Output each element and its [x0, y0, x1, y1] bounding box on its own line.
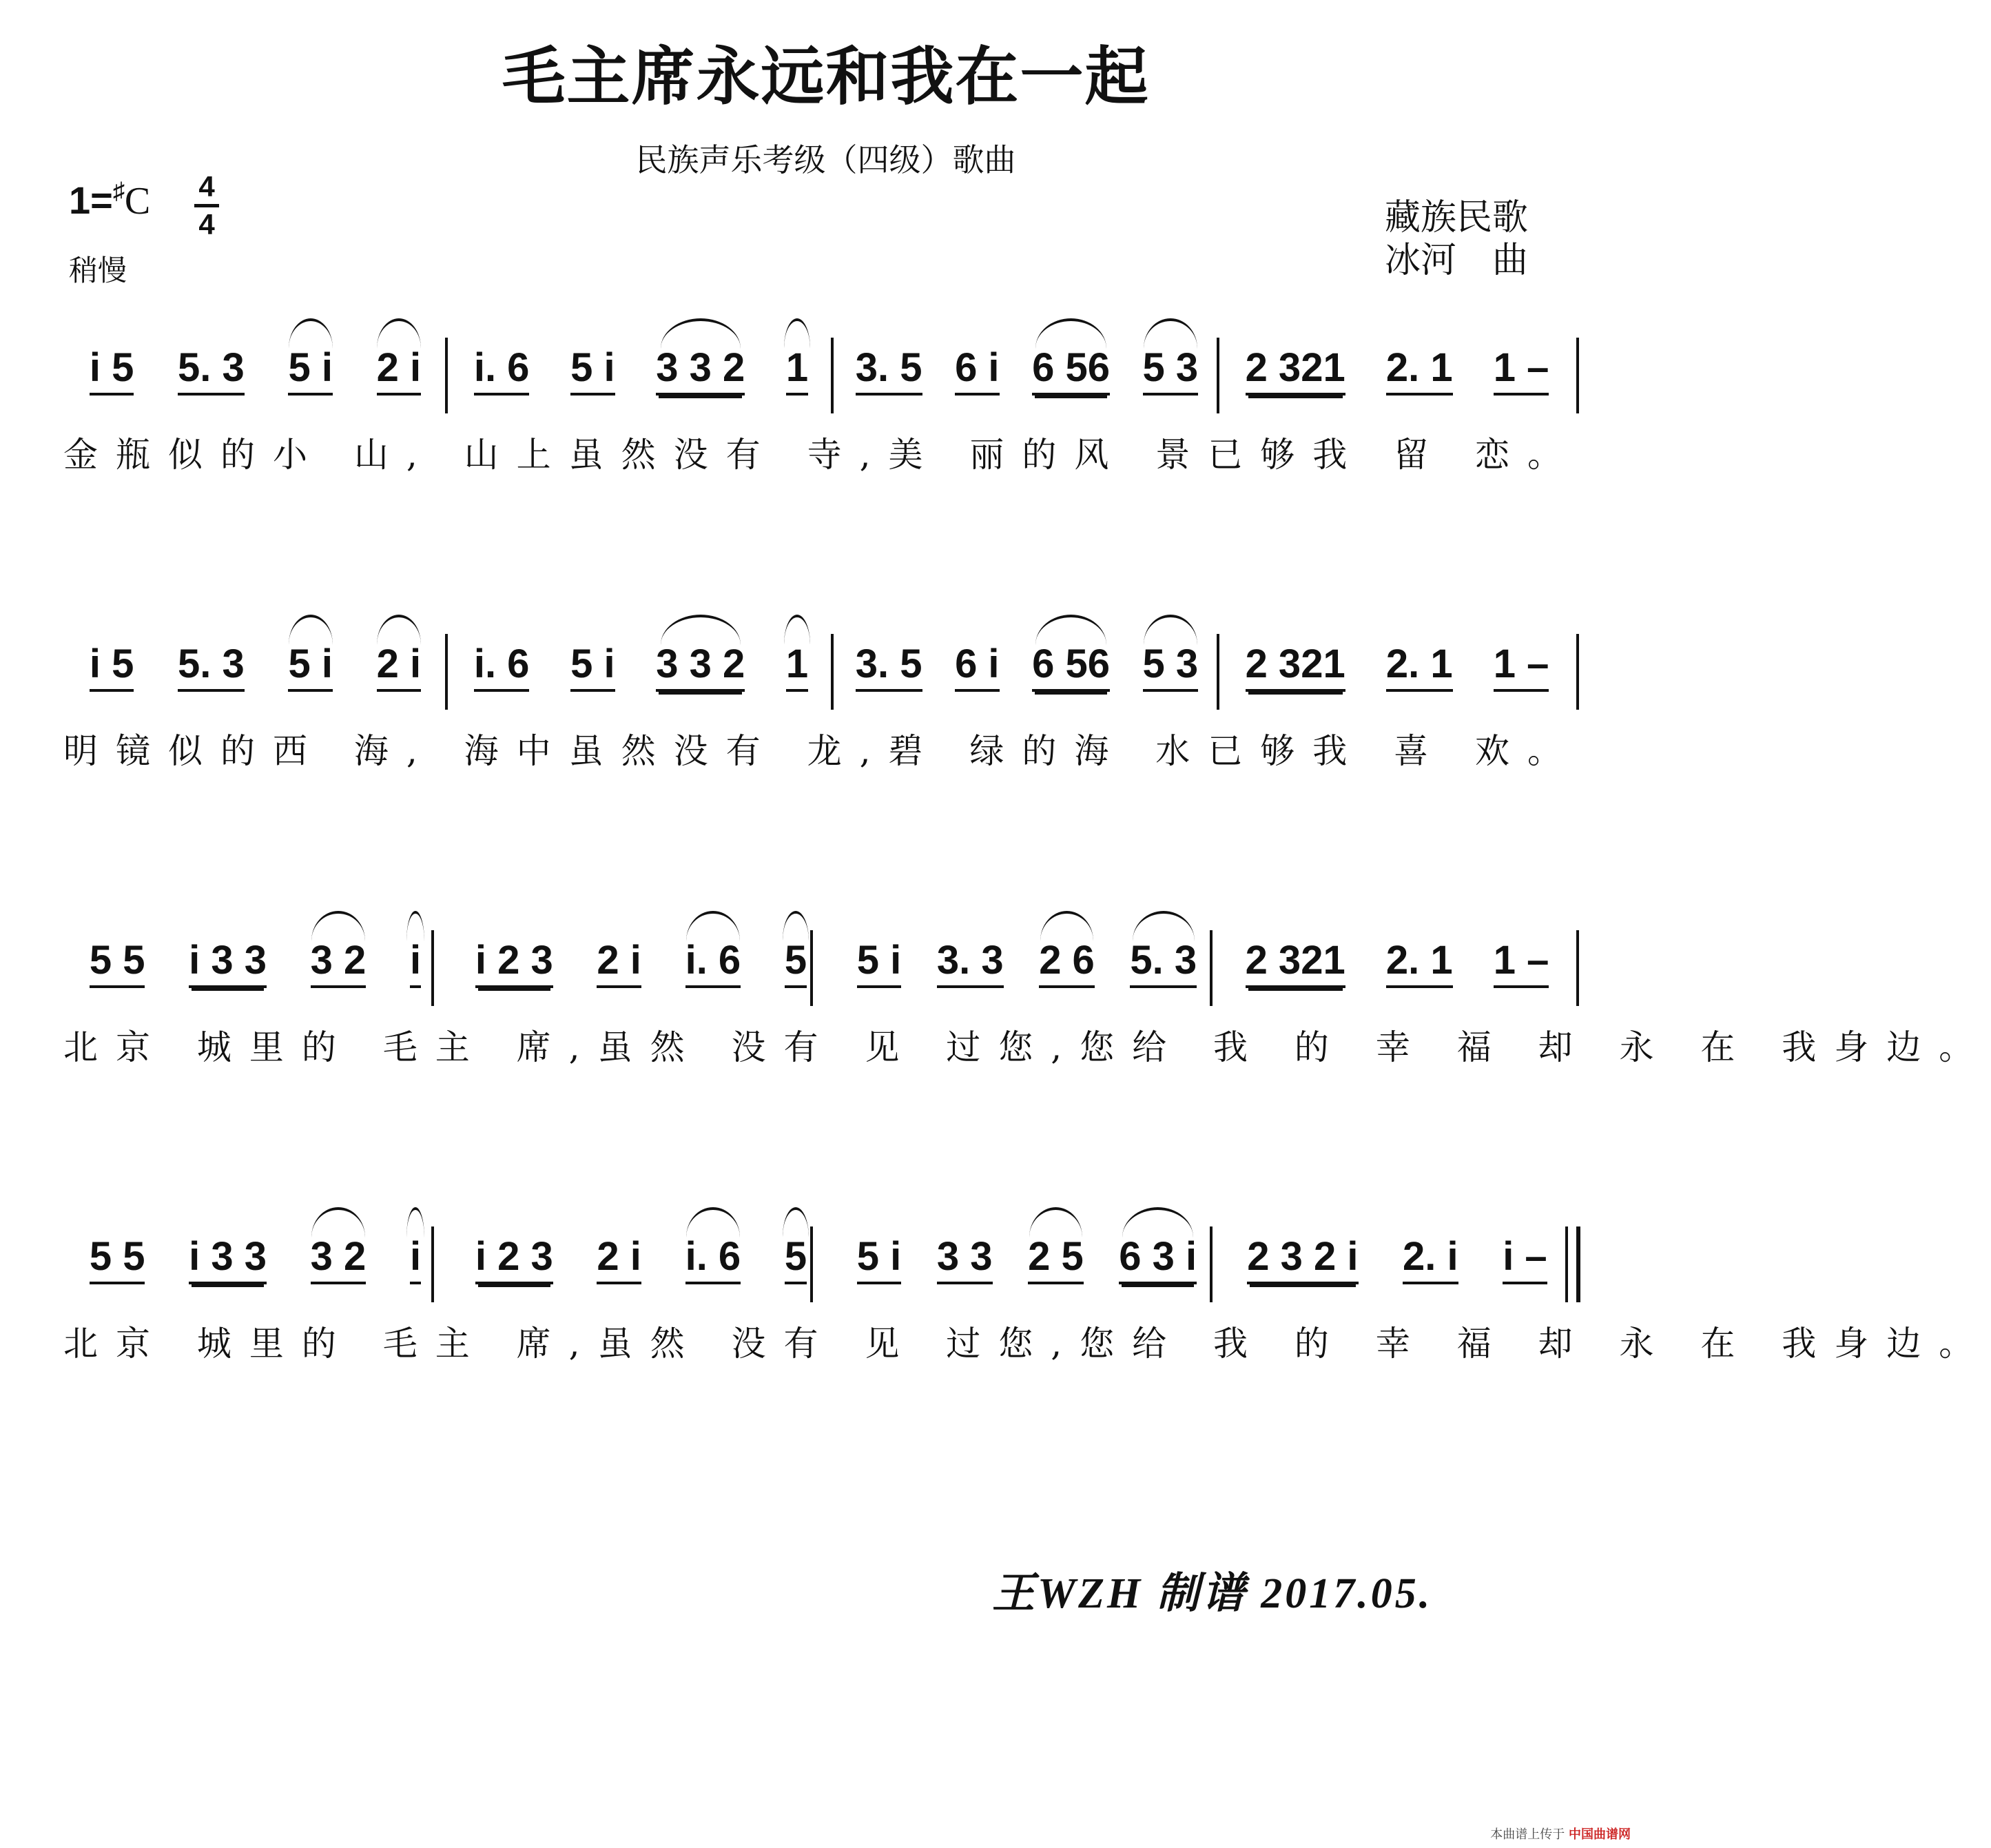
note-text: 5 3 [1143, 345, 1199, 396]
measure [839, 641, 1215, 723]
note-text: 6 56 [1032, 641, 1110, 692]
note-group [650, 641, 750, 687]
note-group [565, 345, 621, 391]
note-group [305, 937, 372, 983]
lyrics-line: 北京 城里的 毛主 席,虽然 没有 见 过您,您给 我 的 幸 福 却 永 在 我身边。 [63, 1027, 1991, 1067]
note-group [470, 1233, 559, 1280]
note-text: 2. 1 [1386, 938, 1453, 988]
note-text: i 5 [90, 641, 134, 692]
note-group [183, 1233, 272, 1280]
note-text: i. 6 [474, 641, 530, 692]
final-barline [1576, 1226, 1580, 1302]
note-text: 3 3 [937, 1234, 993, 1284]
slur-mark [377, 318, 421, 349]
note-text: 5 5 [90, 1234, 145, 1284]
note-text: 5. 3 [178, 345, 245, 396]
measure [453, 937, 829, 1020]
note-group [468, 345, 535, 391]
note-group [1488, 345, 1555, 391]
note-text: 2 321 [1246, 641, 1345, 692]
slur-mark [686, 1207, 739, 1238]
note-text: 5 i [570, 641, 615, 692]
note-text: 2 3 2 i [1247, 1234, 1358, 1284]
barline [1576, 930, 1579, 1006]
note-text: 5. 3 [178, 641, 245, 692]
lyrics-line: 金瓶似的小 山, 山上虽然没有 寺,美 丽的风 景已够我 留 恋。 [63, 435, 1580, 475]
note-group [1240, 345, 1351, 391]
measure [839, 1233, 1215, 1316]
barline [831, 338, 834, 413]
note-group [850, 345, 928, 391]
note-text: 5 i [570, 345, 615, 396]
note-group [779, 937, 812, 983]
slur-mark [661, 615, 741, 645]
note-text: 3. 5 [856, 345, 922, 396]
barline [831, 634, 834, 710]
note-text: i. 6 [474, 345, 530, 396]
note-text: i. 6 [685, 938, 741, 988]
note-text: 6 3 i [1119, 1234, 1197, 1284]
note-text: i – [1503, 1234, 1547, 1284]
time-signature [194, 171, 219, 240]
note-text: i 5 [90, 345, 134, 396]
measure [839, 345, 1215, 427]
note-text: 5 [785, 938, 807, 988]
measure [453, 345, 829, 427]
barline [1576, 338, 1579, 413]
slur-mark [784, 318, 811, 349]
note-text: 3 2 [311, 938, 367, 988]
note-text: 5. 3 [1130, 938, 1197, 988]
note-group [565, 641, 621, 687]
note-group [779, 1233, 812, 1280]
note-text: i [410, 1234, 421, 1284]
note-group [1124, 937, 1202, 983]
key-signature [69, 178, 150, 223]
barline [445, 634, 448, 710]
tempo-marking: 稍慢 [69, 254, 127, 287]
note-text: 3 3 2 [656, 641, 745, 692]
barline [1217, 634, 1219, 710]
transcriber-signature: 王WZH 制谱 2017.05. [992, 1570, 1433, 1617]
note-text: 5 i [288, 345, 333, 396]
note-group [1497, 1233, 1553, 1280]
note-group [949, 641, 1005, 687]
note-text: i. 6 [685, 1234, 741, 1284]
meter-bottom: 4 [198, 208, 215, 240]
key-note: C [124, 180, 151, 223]
note-group [470, 937, 559, 983]
note-text: 5 3 [1143, 641, 1199, 692]
barline [431, 930, 434, 1006]
note-group [1137, 641, 1204, 687]
note-group [84, 345, 140, 391]
note-group [1033, 937, 1100, 983]
staff-system [0, 937, 1991, 1102]
barline [810, 930, 813, 1006]
note-group [404, 937, 426, 983]
slur-mark [1122, 1207, 1193, 1238]
slur-mark [406, 911, 424, 941]
slur-mark [289, 615, 333, 645]
note-group [850, 641, 928, 687]
barline [1217, 338, 1219, 413]
slur-mark [783, 1207, 809, 1238]
note-text: i 2 3 [475, 938, 553, 988]
note-group [1381, 641, 1458, 687]
note-group [1027, 641, 1115, 687]
slur-mark [311, 911, 364, 941]
note-group [172, 641, 250, 687]
note-text: 2 i [597, 938, 641, 988]
staff-system [0, 1233, 1991, 1399]
note-group [371, 641, 427, 687]
note-text: 1 [786, 345, 808, 396]
note-text: i 2 3 [475, 1234, 553, 1284]
note-group [680, 937, 747, 983]
note-text: 2 321 [1246, 938, 1345, 988]
staff-system [0, 345, 1651, 510]
slur-mark [686, 911, 739, 941]
credit-composer: 冰河 曲 [1385, 240, 1529, 281]
slur-mark [1144, 615, 1197, 645]
note-text: 6 i [955, 345, 1000, 396]
note-text: 2. 1 [1386, 641, 1453, 692]
note-group [1022, 1233, 1089, 1280]
note-text: 2. i [1403, 1234, 1458, 1284]
site-watermark [1490, 1825, 1631, 1842]
note-group [931, 1233, 998, 1280]
slur-mark [1144, 318, 1197, 349]
song-subtitle: 民族声乐考级（四级）歌曲 [635, 141, 1016, 178]
barline [1576, 634, 1579, 710]
note-group [404, 1233, 426, 1280]
note-group [305, 1233, 372, 1280]
note-text: i 3 3 [189, 1234, 267, 1284]
measure [1225, 937, 1569, 1020]
slur-mark [289, 318, 333, 349]
note-group [84, 641, 140, 687]
note-group [591, 1233, 647, 1280]
note-text: 2. 1 [1386, 345, 1453, 396]
slur-mark [784, 615, 811, 645]
note-group [1240, 937, 1351, 983]
note-group [781, 345, 814, 391]
note-group [852, 937, 907, 983]
measure [68, 937, 443, 1020]
note-text: 5 i [857, 1234, 902, 1284]
note-group [1381, 937, 1458, 983]
note-text: 1 [786, 641, 808, 692]
slur-mark [661, 318, 741, 349]
note-group [1381, 345, 1458, 391]
barline [1210, 1226, 1213, 1302]
note-text: 1 – [1494, 641, 1549, 692]
note-text: 1 – [1494, 345, 1549, 396]
barline [1210, 930, 1213, 1006]
measure [68, 641, 443, 723]
note-group [1397, 1233, 1464, 1280]
lyrics-line: 明镜似的西 海, 海中虽然没有 龙,碧 绿的海 水已够我 喜 欢。 [63, 731, 1580, 771]
note-group [1137, 345, 1204, 391]
note-group [183, 937, 272, 983]
barline [431, 1226, 434, 1302]
note-group [852, 1233, 907, 1280]
note-text: 3 2 [311, 1234, 367, 1284]
slur-mark [1035, 615, 1106, 645]
measure [453, 641, 829, 723]
note-group [282, 345, 338, 391]
note-group [591, 937, 647, 983]
barline [810, 1226, 813, 1302]
note-group [371, 345, 427, 391]
meter-divider [194, 204, 219, 207]
note-group [949, 345, 1005, 391]
note-group [1113, 1233, 1202, 1280]
note-group [468, 641, 535, 687]
staff-system [0, 641, 1651, 806]
measure [68, 345, 443, 427]
slur-mark [1040, 911, 1093, 941]
lyrics-line: 北京 城里的 毛主 席,虽然 没有 见 过您,您给 我 的 幸 福 却 永 在 我身边。 [63, 1324, 1991, 1364]
measure [1225, 641, 1569, 723]
note-text: 2 i [377, 641, 422, 692]
note-text: 6 56 [1032, 345, 1110, 396]
measure [839, 937, 1215, 1020]
note-group [931, 937, 1009, 983]
measure [1225, 345, 1569, 427]
slur-mark [311, 1207, 364, 1238]
note-text: 3 3 2 [656, 345, 745, 396]
note-text: 5 i [288, 641, 333, 692]
note-text: 3. 5 [856, 641, 922, 692]
note-group [172, 345, 250, 391]
slur-mark [1133, 911, 1195, 941]
note-text: 2 i [597, 1234, 641, 1284]
note-text: 3. 3 [937, 938, 1004, 988]
slur-mark [1029, 1207, 1082, 1238]
slur-mark [406, 1207, 424, 1238]
measure [1225, 1233, 1569, 1316]
sharp-icon: ♯ [112, 178, 125, 204]
watermark-prefix: 本曲谱上传于 [1490, 1827, 1565, 1842]
note-group [1488, 641, 1555, 687]
note-text: 5 i [857, 938, 902, 988]
slur-mark [783, 911, 809, 941]
note-text: 2 5 [1028, 1234, 1084, 1284]
slur-mark [377, 615, 421, 645]
note-text: 5 [785, 1234, 807, 1284]
note-group [781, 641, 814, 687]
note-group [1241, 1233, 1363, 1280]
note-group [1027, 345, 1115, 391]
song-title: 毛主席永远和我在一起 [502, 40, 1150, 114]
note-text: i [410, 938, 421, 988]
note-text: 1 – [1494, 938, 1549, 988]
key-tonic: 1= [69, 178, 113, 222]
watermark-brand: 中国曲谱网 [1569, 1827, 1631, 1842]
note-group [84, 937, 151, 983]
note-text: 6 i [955, 641, 1000, 692]
note-text: 2 321 [1246, 345, 1345, 396]
note-group [680, 1233, 747, 1280]
meter-top: 4 [198, 170, 215, 203]
measure [453, 1233, 829, 1316]
note-text: 5 5 [90, 938, 145, 988]
note-group [84, 1233, 151, 1280]
note-text: 2 6 [1039, 938, 1095, 988]
barline [445, 338, 448, 413]
note-group [282, 641, 338, 687]
credit-origin: 藏族民歌 [1385, 197, 1529, 238]
note-text: i 3 3 [189, 938, 267, 988]
credits [1385, 196, 1528, 282]
note-group [1488, 937, 1555, 983]
measure [68, 1233, 443, 1316]
note-group [650, 345, 750, 391]
slur-mark [1035, 318, 1106, 349]
note-group [1240, 641, 1351, 687]
note-text: 2 i [377, 345, 422, 396]
